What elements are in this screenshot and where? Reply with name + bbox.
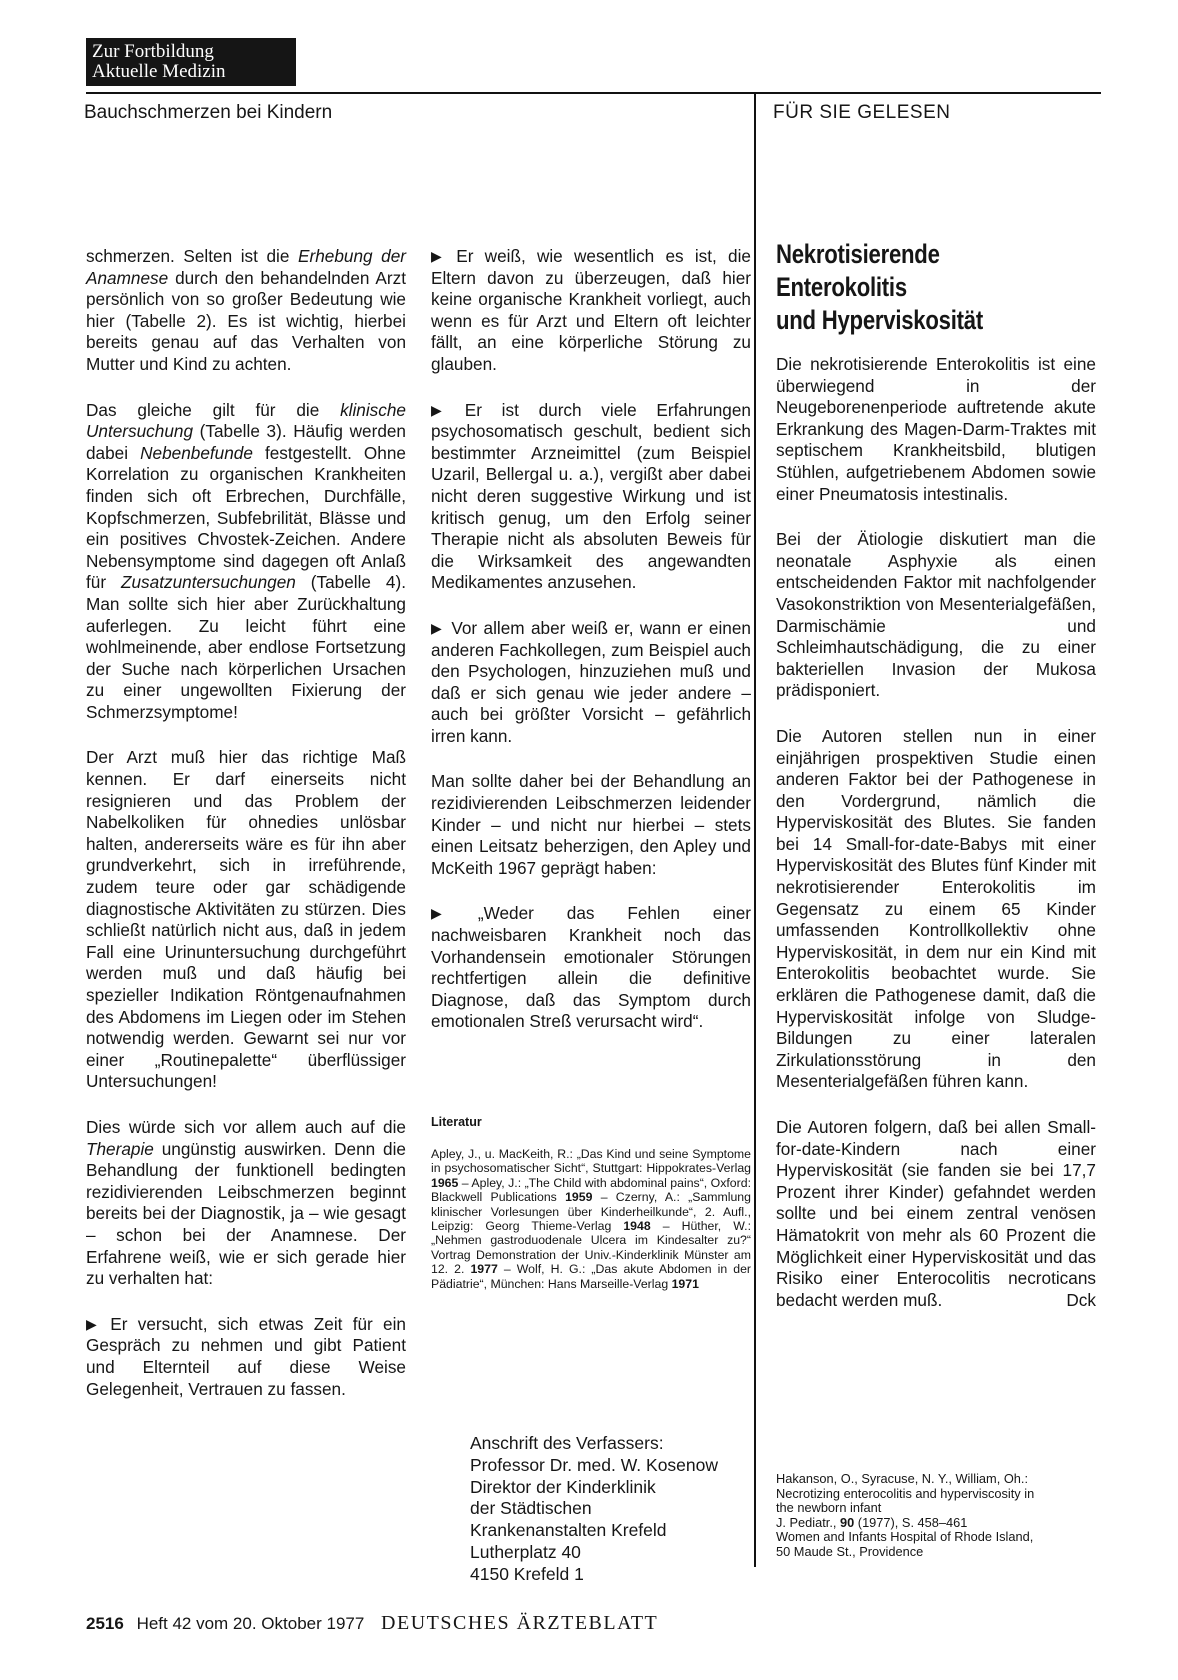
paragraph: Die Autoren stellen nun in einer einjährigen prospektiven Studie einen anderen Faktor bei der Pathogenese in den Vordergrund, nämlich die Hyperviskosität des Blutes. Sie fanden bei 14 Small-for-date-Babys mit einer Hyperviskosität des Blutes fünf Kinder mit nekrotisierender Enterokolitis im Gegensatz zu einem 65 Kinder umfassenden Kontrollkollektiv ohne Hyperviskosität, in dem nur ein Kind mit Enterokolitis beobachtet wurde. Sie erklären die Pathogenese damit, daß die Hyperviskosität infolge von Sludge-Bildungen zu einer lateralen Zirkulationsstörung in den Mesenterialgefäßen führen kann.: [776, 725, 1096, 1092]
column-divider: [754, 92, 756, 1567]
text: – Hüther, W.: „Nehmen gastroduodenale Ulcera im Kindesalter zu?“ Vortrag Demonstration der Univ.-Kinderklinik Münster am 12. 2.: [431, 1219, 751, 1277]
year: 1959: [565, 1190, 593, 1205]
text: Die Autoren folgern, daß bei allen Small-for-date-Kindern nach einer Hyperviskosität (sie fanden sie bei 17,7 Prozent ihrer Kinder) gefahndet werden sollte und bei einem zentral venösen Hämatokrit von mehr als 60 Prozent die Möglichkeit einer Hyperviskosität und das Risiko einer Enterocolitis necroticans bedacht werden muß.: [776, 1117, 1096, 1310]
section-head: FÜR SIE GELESEN: [773, 102, 951, 123]
paragraph: [86, 1117, 406, 1290]
text: Apley, J., u. MacKeith, R.: „Das Kind und seine Symptome in psychosomatischer Sicht“, Stuttgart: Hippokrates-Verlag: [431, 1147, 751, 1176]
text: – Wolf, H. G.: „Das akute Abdomen in der Pädiatrie“, München: Hans Marseille-Verlag: [431, 1262, 752, 1291]
year: 1965: [431, 1175, 459, 1190]
arrow-bullet-icon: ▶: [431, 248, 449, 264]
emphasis: klinische Untersuchung: [86, 399, 406, 442]
reference-line: the newborn infant: [776, 1500, 882, 1516]
running-head: Bauchschmerzen bei Kindern: [84, 102, 333, 123]
section-badge: [86, 38, 296, 86]
text: Das gleiche gilt für die: [86, 399, 341, 420]
text: – Czerny, A.: „Sammlung klinischer Vorlesungen über Kinderheilkunde“, 2. Aufl., Leipzig: Georg Thieme-Verlag: [431, 1190, 751, 1234]
text: (1977), S. 458–461: [854, 1514, 968, 1530]
author-address: [470, 1433, 718, 1586]
address-line: Anschrift des Verfassers:: [470, 1433, 664, 1453]
literature-heading: Literatur: [431, 1115, 482, 1129]
text: Er ist durch viele Erfahrungen psychosomatisch geschult, bedient sich bestimmter Arzneimittel (zum Beispiel Uzaril, Bellergal u. a.), vergißt aber dabei nicht deren suggestive Wirkung und ist kritisch genug, um den Erfolg seiner Therapie nicht als absoluten Beweis für die Wirksamkeit des angewandten Medikamentes anzusehen.: [431, 399, 751, 593]
address-line: Krankenanstalten Krefeld: [470, 1520, 667, 1541]
paragraph: [86, 400, 406, 724]
reference-line: Women and Infants Hospital of Rhode Island,: [776, 1529, 1034, 1545]
issue-info: Heft 42 vom 20. Oktober 1977: [136, 1614, 365, 1633]
article-title: [776, 238, 1038, 337]
address-line: der Städtischen: [470, 1498, 592, 1519]
title-line: Nekrotisierende: [776, 239, 940, 269]
article-reference: [776, 1472, 1106, 1560]
text: Er weiß, wie wesentlich es ist, die Eltern davon zu überzeugen, daß hier keine organische Krankheit vorliegt, auch wenn es für Arzt und Eltern oft leichter fällt, an eine körperliche Störung zu glauben.: [431, 246, 751, 374]
text: „Weder das Fehlen einer nachweisbaren Krankheit noch das Vorhandensein emotionaler Störungen rechtfertigen allein die definitive Diagnose, daß das Symptom durch emotionalen Streß verursacht wird“.: [431, 903, 751, 1032]
text: (Tabelle 4). Man sollte sich hier aber Zurückhaltung auferlegen. Zu leicht führt eine wohlmeinende, aber endlose Fortsetzung der Suche nach körperlichen Ursachen zu einer ungewollten Fixierung der Schmerzsymptome!: [86, 572, 406, 722]
year: 1971: [671, 1276, 699, 1291]
text: Er versucht, sich etwas Zeit für ein Gespräch zu nehmen und gibt Patient und Elternteil auf diese Weise Gelegenheit, Vertrauen zu fassen.: [86, 1313, 406, 1399]
arrow-bullet-icon: ▶: [86, 1315, 103, 1332]
address-line: Professor Dr. med. W. Kosenow: [470, 1454, 719, 1475]
reference-line: Hakanson, O., Syracuse, N. Y., William, Oh.:: [776, 1471, 1029, 1486]
badge-line-1: Zur Fortbildung: [92, 41, 214, 62]
bullet-paragraph: [431, 246, 751, 376]
address-line: Direktor der Kinderklinik: [470, 1476, 656, 1497]
title-line: und Hyperviskosität: [776, 305, 983, 335]
header-rule: [86, 92, 1101, 94]
arrow-bullet-icon: ▶: [431, 619, 444, 636]
emphasis: Zusatzuntersuchungen: [121, 572, 296, 593]
page-number: 2516: [86, 1614, 124, 1633]
paragraph: Man sollte daher bei der Behandlung an rezidivierenden Leibschmerzen leidender Kinder – und nicht nur hierbei – stets einen Leitsatz beherzigen, den Apley und McKeith 1967 geprägt haben:: [431, 771, 751, 878]
text: J. Pediatr.,: [776, 1514, 841, 1530]
emphasis: Therapie: [86, 1138, 154, 1159]
text: durch den behandelnden Arzt persönlich von so großer Bedeutung wie hier (Tabelle 2). Es ist wichtig, hierbei bereits genau auf das Verhalten von Mutter und Kind zu achten.: [86, 267, 406, 374]
year: 1948: [623, 1219, 651, 1234]
reference-line: Necrotizing enterocolitis and hyperviscosity in: [776, 1485, 1035, 1501]
text: (Tabelle 3). Häufig werden dabei: [86, 421, 406, 463]
volume: 90: [840, 1514, 855, 1530]
arrow-bullet-icon: ▶: [431, 401, 457, 418]
bullet-paragraph: [86, 1314, 406, 1400]
emphasis: Nebenbefunde: [140, 442, 253, 463]
address-line: Lutherplatz 40: [470, 1541, 581, 1562]
column-1: [86, 246, 406, 1424]
text: Dies würde sich vor allem auch auf die: [86, 1116, 406, 1137]
bullet-paragraph: [431, 400, 751, 594]
title-line: Enterokolitis: [776, 272, 907, 302]
text: schmerzen. Selten ist die: [86, 246, 299, 266]
address-line: 4150 Krefeld 1: [470, 1563, 584, 1584]
paragraph: Bei der Ätiologie diskutiert man die neonatale Asphyxie als einen entscheidenden Faktor mit nachfolgender Vasokonstriktion von Mesenterialgefäßen, Darmischämie und Schleimhautschädigung, die zu einer bakteriellen Invasion der Mukosa prädisponiert.: [776, 529, 1096, 701]
year: 1977: [470, 1262, 498, 1277]
bullet-paragraph: [431, 618, 751, 748]
paragraph: [776, 1117, 1096, 1311]
paragraph: Der Arzt muß hier das richtige Maß kennen. Er darf einerseits nicht resignieren und das Problem der Nabelkoliken für ohnedies unlösbar halten, andererseits wäre es für ihn aber grundverkehrt, sich in irreführende, zudem teure oder gar schädigende diagnostische Aktivitäten zu stürzen. Dies schließt natürlich nicht aus, daß in jedem Fall eine Urinuntersuchung durchgeführt werden muß und daß häufig bei spezieller Indikation Röntgenaufnahmen des Abdomens im Liegen oder im Stehen notwendig werden. Gewarnt sei nur vor einer „Routinepalette“ überflüssiger Untersuchungen!: [86, 747, 406, 1092]
journal-name: DEUTSCHES ÄRZTEBLATT: [381, 1612, 659, 1634]
paragraph: [86, 246, 406, 376]
column-3: [776, 354, 1096, 1335]
page-footer: [86, 1612, 658, 1635]
column-2: [431, 246, 751, 1057]
text: Vor allem aber weiß er, wann er einen anderen Fachkollegen, zum Beispiel auch den Psychologen, hinzuziehen muß und daß er sich genau wie jeder andere – auch bei größter Vorsicht – gefährlich irren kann.: [431, 617, 751, 746]
text: festgestellt. Ohne Korrelation zu organischen Krankheiten finden sich oft Erbrechen, Durchfälle, Kopfschmerzen, Subfebrilität, Blässe und ein positives Chvostek-Zeichen. Andere Nebensymptome sind dagegen oft Anlaß für: [86, 442, 406, 593]
paragraph: Die nekrotisierende Enterokolitis ist eine überwiegend in der Neugeborenenperiode auftretende akute Erkrankung des Magen-Darm-Traktes mit septischem Krankheitsbild, blutigen Stühlen, aufgetriebenem Abdomen sowie einer Pneumatosis intestinalis.: [776, 354, 1096, 504]
reference-line: [776, 1516, 1106, 1531]
arrow-bullet-icon: ▶: [431, 905, 470, 922]
literature-list: [431, 1147, 751, 1291]
badge-line-2: Aktuelle Medizin: [92, 61, 226, 82]
text: – Apley, J.: „The Child with abdominal pains“, Oxford: Blackwell Publications: [431, 1175, 751, 1205]
bullet-paragraph: [431, 903, 751, 1033]
reference-line: 50 Maude St., Providence: [776, 1543, 924, 1559]
text: ungünstig auswirken. Denn die Behandlung der funktionell bedingten rezidivierenden Leibschmerzen beginnt bereits bei der Diagnostik, ja – wie gesagt – schon bei der Anamnese. Der Erfahrene weiß, wie er sich gerade hier zu verhalten hat:: [86, 1138, 406, 1289]
emphasis: Erhebung der Anamnese: [86, 246, 406, 288]
signature: Dck: [1066, 1289, 1096, 1310]
